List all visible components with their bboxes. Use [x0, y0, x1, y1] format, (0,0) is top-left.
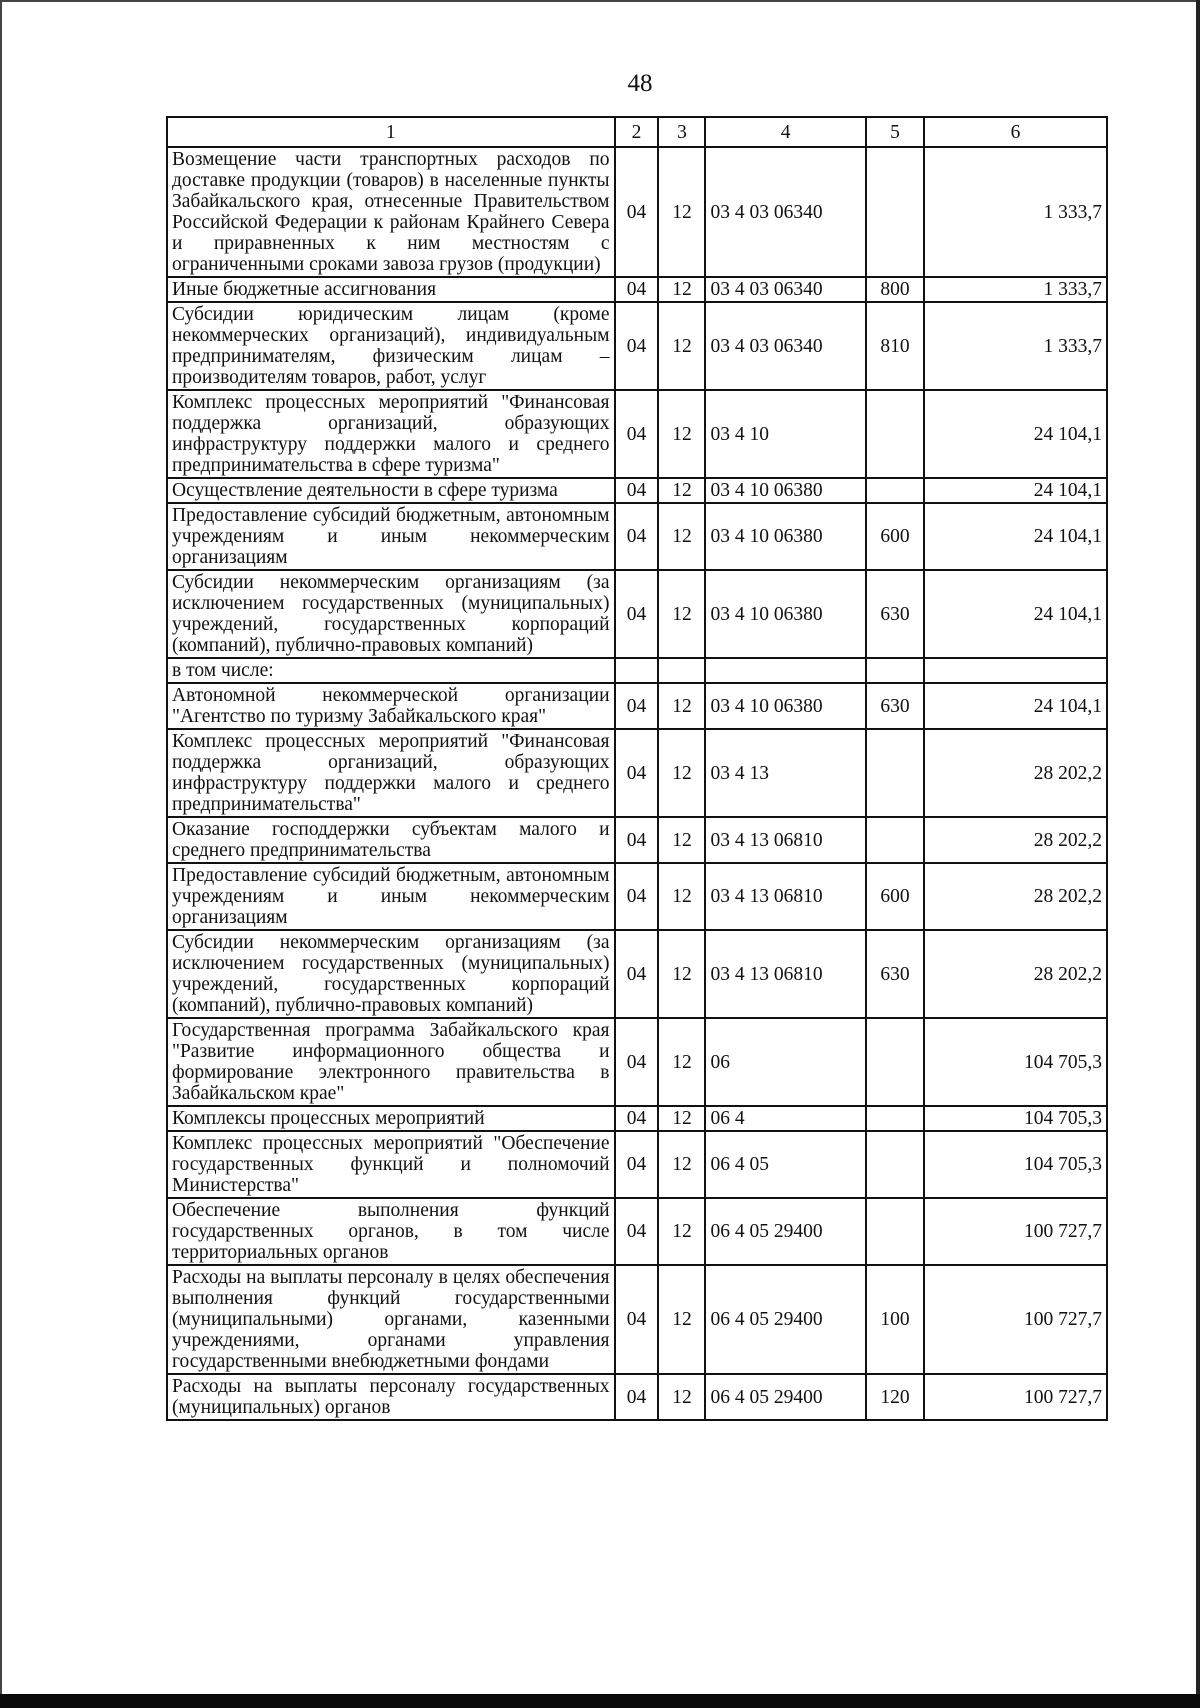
row-expense-type-cell: 630	[866, 570, 924, 658]
table-row	[167, 277, 1107, 302]
row-name-cell: Комплексы процессных мероприятий	[167, 1106, 615, 1131]
row-amount-cell: 100 727,7	[924, 1265, 1107, 1374]
row-section-cell: 04	[615, 683, 659, 729]
row-target-article-cell: 06 4 05 29400	[705, 1198, 865, 1265]
table-row	[167, 863, 1107, 930]
row-section-cell: 04	[615, 570, 659, 658]
table-row	[167, 390, 1107, 478]
row-name-cell: Иные бюджетные ассигнования	[167, 277, 615, 302]
row-amount-cell: 1 333,7	[924, 302, 1107, 390]
row-section-cell: 04	[615, 478, 659, 503]
row-section-cell: 04	[615, 1018, 659, 1106]
row-amount-cell: 100 727,7	[924, 1374, 1107, 1420]
row-amount-cell: 24 104,1	[924, 570, 1107, 658]
scan-edge-bottom	[0, 1694, 1200, 1708]
row-name-cell: Предоставление субсидий бюджетным, автономным учреждениям и иным некоммерческим организациям	[167, 863, 615, 930]
row-section-cell	[615, 658, 659, 683]
header-col-2: 2	[615, 117, 659, 147]
row-section-cell: 04	[615, 503, 659, 570]
row-subsection-cell: 12	[658, 390, 705, 478]
row-section-cell: 04	[615, 390, 659, 478]
row-expense-type-cell	[866, 147, 924, 277]
row-amount-cell: 1 333,7	[924, 277, 1107, 302]
row-amount-cell: 28 202,2	[924, 863, 1107, 930]
header-col-6: 6	[924, 117, 1107, 147]
row-target-article-cell: 03 4 10 06380	[705, 683, 865, 729]
row-subsection-cell: 12	[658, 930, 705, 1018]
table-row	[167, 817, 1107, 863]
table-row	[167, 1131, 1107, 1198]
row-name-cell: Субсидии юридическим лицам (кроме некоммерческих организаций), индивидуальным предпринимателям, физическим лицам – производителям товаров, работ, услуг	[167, 302, 615, 390]
row-target-article-cell: 03 4 13 06810	[705, 817, 865, 863]
page-number: 48	[627, 70, 653, 97]
row-target-article-cell: 06 4	[705, 1106, 865, 1131]
row-amount-cell	[924, 658, 1107, 683]
row-amount-cell: 1 333,7	[924, 147, 1107, 277]
row-amount-cell: 28 202,2	[924, 930, 1107, 1018]
row-subsection-cell: 12	[658, 147, 705, 277]
row-amount-cell: 104 705,3	[924, 1106, 1107, 1131]
header-col-4: 4	[705, 117, 865, 147]
row-name-cell: Возмещение части транспортных расходов по доставке продукции (товаров) в населенные пункты Забайкальского края, отнесенные Правительством Российской Федерации к районам Крайнего Севера и приравненных к ним местностям с ограниченными сроками завоза грузов (продукции)	[167, 147, 615, 277]
row-section-cell: 04	[615, 930, 659, 1018]
header-col-3: 3	[658, 117, 705, 147]
row-section-cell: 04	[615, 302, 659, 390]
table-row	[167, 658, 1107, 683]
scan-edge-top	[0, 0, 1200, 2]
row-subsection-cell: 12	[658, 478, 705, 503]
row-amount-cell: 24 104,1	[924, 683, 1107, 729]
table-row	[167, 570, 1107, 658]
table-row	[167, 147, 1107, 277]
row-subsection-cell: 12	[658, 1106, 705, 1131]
row-expense-type-cell	[866, 1106, 924, 1131]
row-section-cell: 04	[615, 147, 659, 277]
row-expense-type-cell	[866, 1131, 924, 1198]
row-expense-type-cell: 120	[866, 1374, 924, 1420]
row-expense-type-cell	[866, 729, 924, 817]
row-name-cell: Осуществление деятельности в сфере туризма	[167, 478, 615, 503]
row-subsection-cell: 12	[658, 302, 705, 390]
row-expense-type-cell: 100	[866, 1265, 924, 1374]
row-section-cell: 04	[615, 863, 659, 930]
row-name-cell: Автономной некоммерческой организации "Агентство по туризму Забайкальского края"	[167, 683, 615, 729]
row-subsection-cell: 12	[658, 1265, 705, 1374]
row-target-article-cell	[705, 658, 865, 683]
row-target-article-cell: 06 4 05 29400	[705, 1374, 865, 1420]
row-subsection-cell: 12	[658, 503, 705, 570]
row-name-cell: Комплекс процессных мероприятий "Обеспечение государственных функций и полномочий Министерства"	[167, 1131, 615, 1198]
row-expense-type-cell	[866, 1198, 924, 1265]
row-subsection-cell: 12	[658, 683, 705, 729]
row-target-article-cell: 03 4 10 06380	[705, 478, 865, 503]
row-subsection-cell: 12	[658, 729, 705, 817]
budget-table	[166, 116, 1108, 1421]
table-row	[167, 683, 1107, 729]
row-amount-cell: 24 104,1	[924, 478, 1107, 503]
row-subsection-cell: 12	[658, 1198, 705, 1265]
row-section-cell: 04	[615, 277, 659, 302]
row-expense-type-cell: 600	[866, 863, 924, 930]
row-section-cell: 04	[615, 1374, 659, 1420]
table-row	[167, 478, 1107, 503]
row-name-cell: Предоставление субсидий бюджетным, автономным учреждениям и иным некоммерческим организациям	[167, 503, 615, 570]
row-expense-type-cell	[866, 658, 924, 683]
row-target-article-cell: 03 4 10	[705, 390, 865, 478]
row-name-cell: в том числе:	[167, 658, 615, 683]
table-row	[167, 503, 1107, 570]
row-name-cell: Расходы на выплаты персоналу в целях обеспечения выполнения функций государственными (муниципальными) органами, казенными учреждениями, органами управления государственными внебюджетными фондами	[167, 1265, 615, 1374]
row-target-article-cell: 03 4 10 06380	[705, 503, 865, 570]
row-target-article-cell: 03 4 10 06380	[705, 570, 865, 658]
row-target-article-cell: 03 4 03 06340	[705, 302, 865, 390]
row-amount-cell: 100 727,7	[924, 1198, 1107, 1265]
row-name-cell: Оказание господдержки субъектам малого и среднего предпринимательства	[167, 817, 615, 863]
table-row	[167, 1374, 1107, 1420]
row-expense-type-cell: 630	[866, 930, 924, 1018]
row-expense-type-cell: 600	[866, 503, 924, 570]
row-target-article-cell: 03 4 03 06340	[705, 147, 865, 277]
row-subsection-cell: 12	[658, 863, 705, 930]
table-row	[167, 1265, 1107, 1374]
row-section-cell: 04	[615, 729, 659, 817]
row-target-article-cell: 03 4 13 06810	[705, 930, 865, 1018]
row-subsection-cell: 12	[658, 817, 705, 863]
table-row	[167, 930, 1107, 1018]
row-name-cell: Расходы на выплаты персоналу государственных (муниципальных) органов	[167, 1374, 615, 1420]
row-section-cell: 04	[615, 817, 659, 863]
row-target-article-cell: 03 4 03 06340	[705, 277, 865, 302]
row-amount-cell: 104 705,3	[924, 1131, 1107, 1198]
row-name-cell: Обеспечение выполнения функций государственных органов, в том числе территориальных органов	[167, 1198, 615, 1265]
row-subsection-cell: 12	[658, 1374, 705, 1420]
row-target-article-cell: 03 4 13 06810	[705, 863, 865, 930]
row-amount-cell: 24 104,1	[924, 503, 1107, 570]
table-row	[167, 1198, 1107, 1265]
row-amount-cell: 24 104,1	[924, 390, 1107, 478]
row-name-cell: Комплекс процессных мероприятий "Финансовая поддержка организаций, образующих инфраструктуру поддержки малого и среднего предпринимательства в сфере туризма"	[167, 390, 615, 478]
row-expense-type-cell: 810	[866, 302, 924, 390]
row-section-cell: 04	[615, 1106, 659, 1131]
row-amount-cell: 28 202,2	[924, 817, 1107, 863]
row-expense-type-cell: 630	[866, 683, 924, 729]
row-section-cell: 04	[615, 1198, 659, 1265]
row-subsection-cell: 12	[658, 277, 705, 302]
table-row	[167, 1018, 1107, 1106]
table-row	[167, 302, 1107, 390]
table-row	[167, 729, 1107, 817]
row-subsection-cell: 12	[658, 1131, 705, 1198]
row-amount-cell: 104 705,3	[924, 1018, 1107, 1106]
scan-edge-right	[1196, 0, 1200, 1708]
row-target-article-cell: 06 4 05	[705, 1131, 865, 1198]
row-amount-cell: 28 202,2	[924, 729, 1107, 817]
row-section-cell: 04	[615, 1131, 659, 1198]
scan-edge-left	[0, 0, 2, 1708]
table-body	[167, 147, 1107, 1420]
row-expense-type-cell	[866, 1018, 924, 1106]
row-name-cell: Комплекс процессных мероприятий "Финансовая поддержка организаций, образующих инфраструктуру поддержки малого и среднего предпринимательства"	[167, 729, 615, 817]
row-subsection-cell: 12	[658, 1018, 705, 1106]
row-section-cell: 04	[615, 1265, 659, 1374]
row-name-cell: Субсидии некоммерческим организациям (за исключением государственных (муниципальных) учреждений, государственных корпораций (компаний), публично-правовых компаний)	[167, 570, 615, 658]
row-name-cell: Субсидии некоммерческим организациям (за исключением государственных (муниципальных) учреждений, государственных корпораций (компаний), публично-правовых компаний)	[167, 930, 615, 1018]
header-col-5: 5	[866, 117, 924, 147]
row-target-article-cell: 06	[705, 1018, 865, 1106]
row-subsection-cell	[658, 658, 705, 683]
table-header-row	[167, 117, 1107, 147]
row-expense-type-cell	[866, 817, 924, 863]
row-expense-type-cell	[866, 478, 924, 503]
row-expense-type-cell: 800	[866, 277, 924, 302]
row-target-article-cell: 06 4 05 29400	[705, 1265, 865, 1374]
table-row	[167, 1106, 1107, 1131]
row-subsection-cell: 12	[658, 570, 705, 658]
row-name-cell: Государственная программа Забайкальского края "Развитие информационного общества и формирование электронного правительства в Забайкальском крае"	[167, 1018, 615, 1106]
row-target-article-cell: 03 4 13	[705, 729, 865, 817]
header-col-1: 1	[167, 117, 615, 147]
row-expense-type-cell	[866, 390, 924, 478]
